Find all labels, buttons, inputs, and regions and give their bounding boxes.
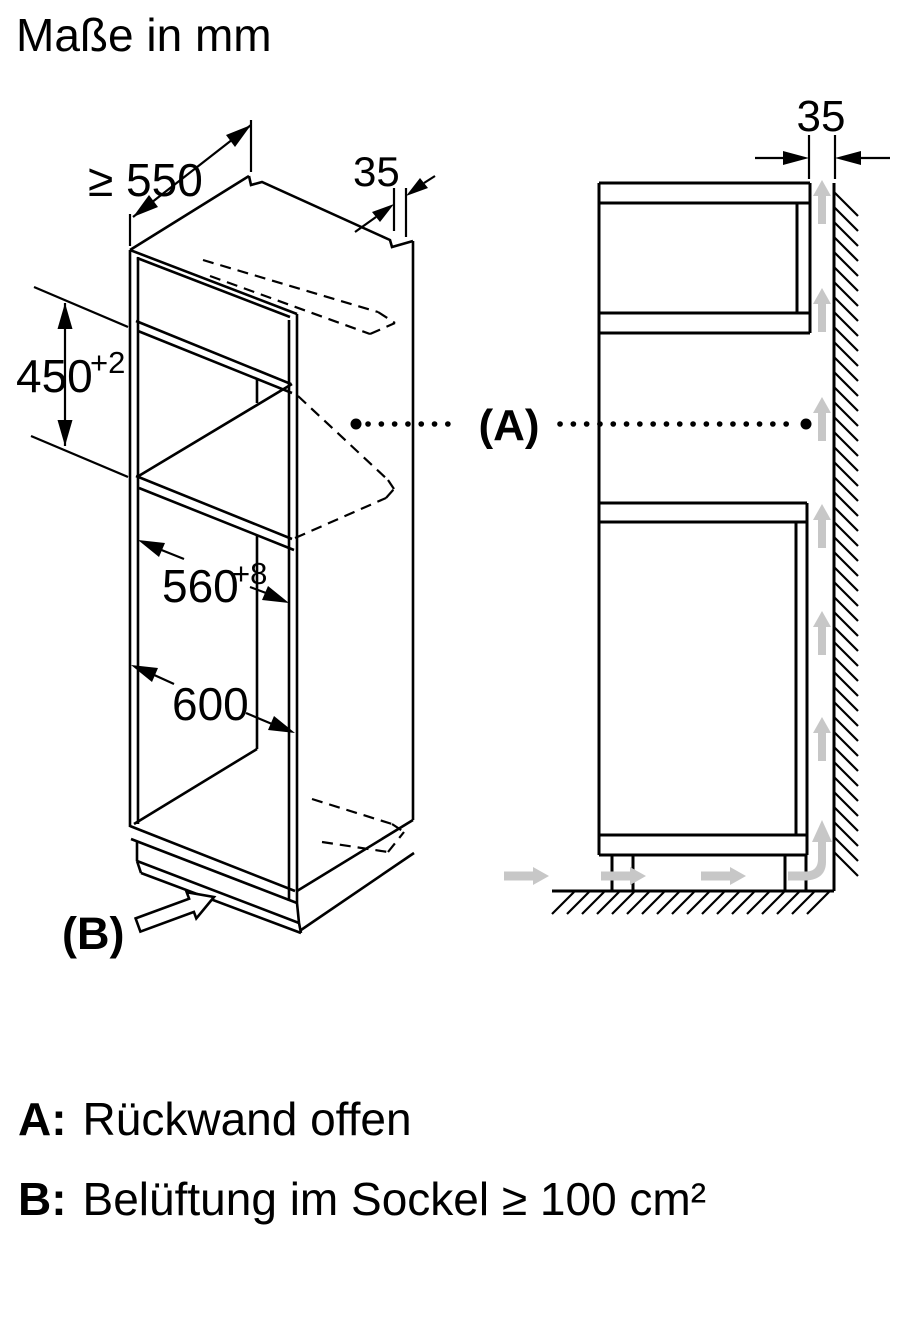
airflow-up-arrow	[813, 717, 831, 761]
legend-key-a: A:	[18, 1093, 67, 1145]
page-title: Maße in mm	[16, 9, 272, 61]
plinth	[137, 841, 414, 933]
cabinet-outline	[130, 176, 413, 903]
dim-niche-width-label: 560	[162, 560, 239, 612]
dim-wall-gap-label: 35	[796, 92, 846, 141]
dim-wall-gap-35	[755, 135, 890, 179]
airflow-up-arrow	[813, 288, 831, 332]
niche-bottom-shelf	[136, 384, 294, 550]
dim-niche-height-tolerance: +2	[90, 345, 126, 380]
side-view	[351, 135, 891, 891]
plinth-vent-arrow	[136, 892, 214, 931]
dim-top-gap-label: 35	[353, 148, 400, 195]
airflow-arrows	[504, 180, 832, 885]
dim-depth-label: ≥ 550	[88, 154, 203, 206]
dim-niche-width-tolerance: +8	[232, 556, 268, 591]
side-cabinet	[599, 183, 810, 855]
open-back-label-a: (A)	[478, 401, 540, 450]
airflow-up-arrow	[813, 180, 831, 224]
airflow-up-arrow	[813, 504, 831, 548]
legend-text-a: Rückwand offen	[82, 1093, 412, 1145]
dim-niche-height-label: 450	[16, 350, 93, 402]
legend-key-b: B:	[18, 1173, 67, 1225]
legend-line-b	[18, 1172, 706, 1226]
niche-top-shelf	[136, 321, 292, 393]
floor-hatch	[552, 892, 829, 914]
open-back-dotted-line	[351, 419, 812, 430]
airflow-up-arrow	[813, 397, 831, 441]
wall-hatch	[834, 192, 858, 876]
airflow-right-arrow	[504, 867, 549, 885]
isometric-view	[31, 120, 435, 933]
airflow-up-arrow	[813, 611, 831, 655]
vent-label-b: (B)	[62, 908, 125, 959]
legend-line-a	[18, 1092, 412, 1146]
airflow-right-arrow	[701, 867, 746, 885]
airflow-right-arrow	[601, 867, 646, 885]
legend-text-b: Belüftung im Sockel ≥ 100 cm²	[82, 1173, 707, 1225]
dim-cabinet-width-label: 600	[172, 678, 249, 730]
